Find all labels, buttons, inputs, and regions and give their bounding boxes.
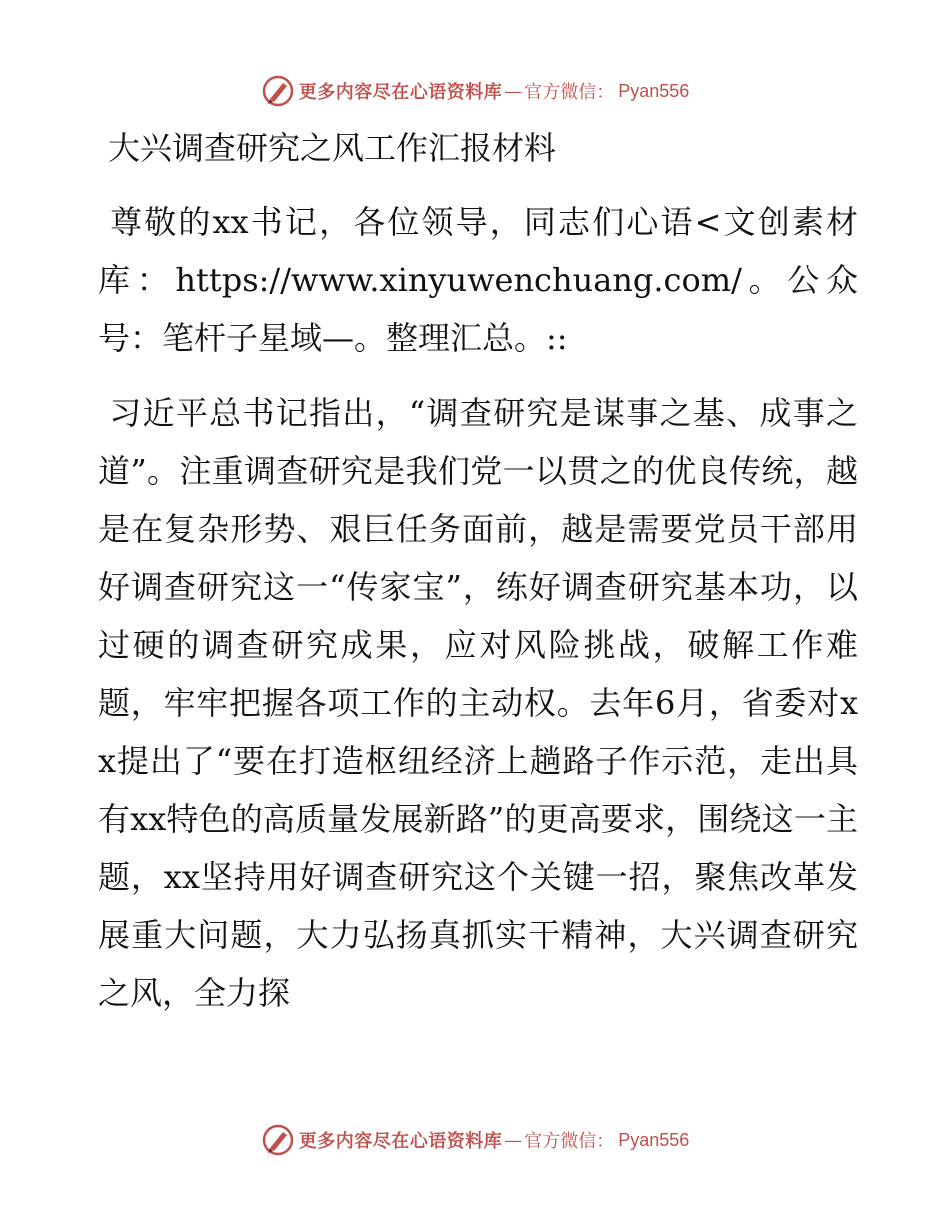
banner-separator: — (504, 1129, 523, 1151)
banner-main-text: 更多内容尽在心语资料库 (298, 82, 503, 103)
paragraph-body (98, 384, 858, 1022)
banner-separator: — (504, 80, 523, 102)
banner-wechat-id: Pyan556 (618, 1129, 690, 1150)
banner-wechat-id: Pyan556 (618, 80, 690, 101)
document-title: 大兴调查研究之风工作汇报材料 (108, 129, 557, 167)
banner-official-label: 官方微信： (524, 1131, 615, 1152)
banner-main-text: 更多内容尽在心语资料库 (298, 1131, 503, 1152)
paragraph-body-text: 习近平总书记指出，“调查研究是谋事之基、成事之道”。注重调查研究是我们党一以贯之的优良传统，越是在复杂形势、艰巨任务面前，越是需要党员干部用好调查研究这一“传家宝”，练好调查研究基本功，以过硬的调查研究成果，应对风险挑战，破解工作难题，牢牢把握各项工作的主动权。去年6月，省委对xx提出了“要在打造枢纽经济上趟路子作示范，走出具有xx特色的高质量发展新路”的更高要求，围绕这一主题，xx坚持用好调查研究这个关键一招，聚焦改革发展重大问题，大力弘扬真抓实干精神，大兴调查研究之风，全力探 (98, 394, 858, 1012)
paragraph-greeting (98, 193, 858, 367)
header-banner (0, 71, 950, 111)
banner-official-label: 官方微信： (524, 82, 615, 103)
footer-banner (0, 1120, 950, 1160)
pen-circle-logo-icon (261, 1123, 295, 1157)
pen-circle-logo-icon (261, 74, 295, 108)
paragraph-greeting-text: 尊敬的xx书记，各位领导，同志们心语<文创素材库：https://www.xinyuwenchuang.com/。公众号：笔杆子星域—。整理汇总。:: (98, 203, 858, 357)
